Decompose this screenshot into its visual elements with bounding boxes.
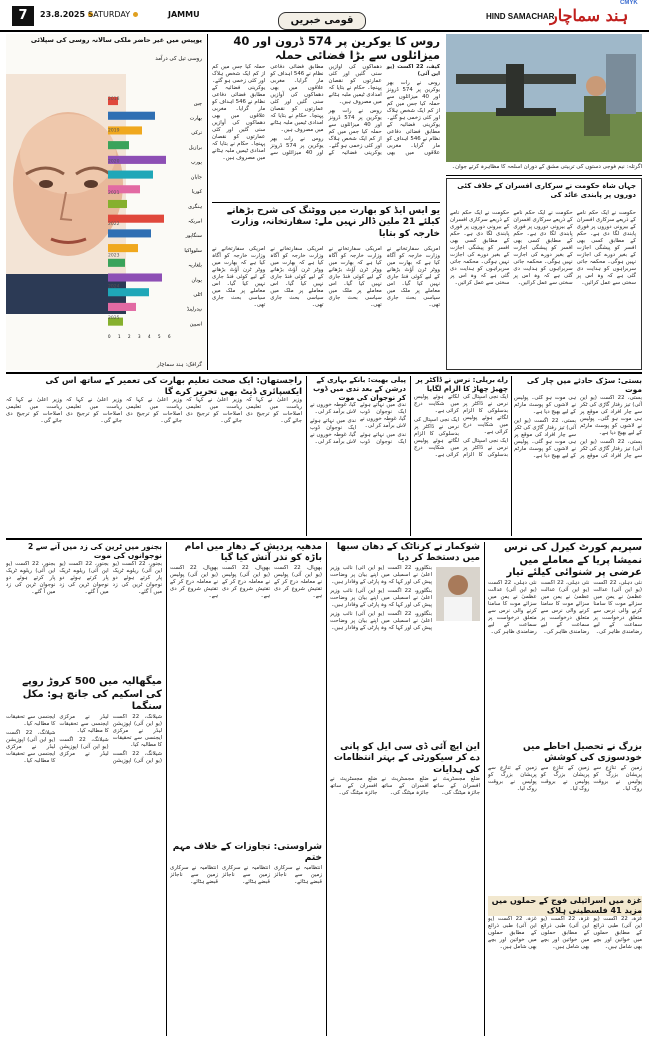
country-label: اسپین xyxy=(189,321,202,328)
bottom-story-2-text: بنگلورو، 22 اگست (یو این آئی) نائب وزیر اعلیٰ نے اسمبلی میں اپنے بیان پر وضاحت پیش کی اور کہا کہ وہ پارٹی کے وفادار ہیں۔ xyxy=(330,564,432,585)
year-label: 2022 xyxy=(108,222,120,227)
bottom-story-8 xyxy=(330,742,480,1036)
bullet-icon xyxy=(133,12,138,17)
country-bar xyxy=(108,273,162,281)
mid-story-3-text-cont2: ندی میں نہاتے ہوئے ایک نوجوان ڈوب گیا، غوطہ خوروں نے لاش برآمد کر لی۔ xyxy=(310,418,356,446)
country-label: ہنگری xyxy=(188,203,202,210)
brand-urdu: ہند سماچار xyxy=(550,6,629,25)
mid-story-2-text-cont: ایک نجی اسپتال کی نرس نے ڈاکٹر پر بدسلوکی کا الزام لگاتے ہوئے پولیس میں شکایت درج کرائی ہے۔ xyxy=(414,393,508,458)
side-story-headline: جہاں شاہ حکومت نے سرکاری افسران کے خلاف کئی دوروں پر پابندی عائد کی xyxy=(457,182,636,199)
us-story-body xyxy=(212,246,440,368)
country-label: یونان xyxy=(191,277,202,284)
section-rule xyxy=(212,202,440,203)
country-bar xyxy=(108,303,136,311)
country-bar xyxy=(108,229,151,237)
top-story-text-cont2: روس نے رات بھر یوکرین پر 574 ڈرونز اور 40 میزائلوں سے حملہ کیا جس میں کم از کم ایک شخص ہلاک اور کئی زخمی ہو گئے۔ یوکرینی فضائیہ کے مطابق فضائی دفاعی نظام نے 546 اہداف کو مار گرایا۔ مغربی علاقوں میں بھی دھماکوں کی آوازیں سنی گئیں اور کئی عمارتوں کو نقصان پہنچا۔ حکام نے بتایا کہ امدادی ٹیمیں ملبہ ہٹانے میں مصروف ہیں۔ xyxy=(212,64,324,161)
mid-story-4-text-cont2: وزیر اعلیٰ نے کہا کہ ریاست میں تعلیمی اصلاحات کو ترجیح دی جائے گی۔ xyxy=(126,397,182,425)
year-label: 2020 xyxy=(108,159,120,165)
graphic-credit: گرافک: ہند سماچار xyxy=(156,362,202,368)
country-label: اٹلی xyxy=(193,292,202,298)
top-story-headline: روس کا یوکرین پر 574 ڈرون اور 40 میزائلوں سے بڑا فضائی حملہ xyxy=(233,34,440,63)
year-label: 2025 xyxy=(108,315,120,321)
bottom-story-4 xyxy=(6,542,162,672)
country-bar xyxy=(108,112,155,120)
mid-story-3-headline: پیلی بھیت: بانکے بہاری کے درشن کے بعد ندی میں ڈوب کر نوجوان کی موت xyxy=(313,376,406,402)
country-label: یورپ xyxy=(190,159,202,166)
axis-tick: 1 xyxy=(118,334,121,339)
country-label: ترکی xyxy=(191,130,202,137)
year-label: 2023 xyxy=(108,253,120,259)
mid-story-4-body xyxy=(6,397,302,525)
bottom-story-6-text-cont: زمین کے تنازع سے پریشان بزرگ کو پولیس نے بروقت روک لیا۔ xyxy=(540,764,590,792)
axis-tick: 4 xyxy=(148,334,151,339)
oil-import-graphic xyxy=(6,34,206,370)
mid-story-1-text: بستی، 22 اگست (یو این آئی) تیز رفتار گاڑی کی ٹکر سے چار افراد کی موقع پر ہی موت ہو گئی۔ پولیس نے لاشوں کو پوسٹ مارٹم کے لیے بھیج دیا ہے۔ xyxy=(580,394,642,436)
country-label: سلوواکیا xyxy=(184,247,202,254)
country-label: چین xyxy=(193,100,202,107)
side-story-body xyxy=(450,210,636,364)
bottom-story-5-headline: میگھالیہ میں 500 کروڑ روپے کی اسکیم کی جانچ ہو: مکل سنگما xyxy=(22,676,162,712)
year-label: 2021 xyxy=(108,190,120,196)
bottom-story-8-body xyxy=(330,776,480,1026)
axis-tick: 3 xyxy=(138,334,141,339)
bottom-story-1-body xyxy=(488,580,642,722)
bottom-story-1-text: نئی دہلی، 22 اگست (یو این آئی) عدالت عظمیٰ نے یمن میں سزائے موت کا سامنا کرنے والی نرس سے متعلق درخواست پر سماعت کے لیے رضامندی ظاہر کی۔ xyxy=(593,579,642,635)
mid-story-1-headline: بستی: سڑک حادثے میں چار کی موت xyxy=(526,376,642,395)
country-label: نیدرلینڈ xyxy=(186,306,202,313)
country-bar xyxy=(108,244,138,252)
cmyk-mark: CMYK xyxy=(620,0,638,6)
axis-tick: 5 xyxy=(158,334,161,339)
day-text: SATURDAY xyxy=(88,10,131,19)
bottom-story-9-headline: غزہ میں اسرائیلی فوج کے حملوں میں مزید 41 فلسطینی ہلاک xyxy=(488,896,642,916)
mid-story-3-text-cont: ندی میں نہاتے ہوئے ایک نوجوان ڈوب گیا، غوطہ خوروں نے لاش برآمد کر لی۔ xyxy=(310,402,406,446)
country-label: برازیل xyxy=(188,144,202,151)
news-photo xyxy=(446,34,642,162)
bottom-story-8-text-cont2: ضلع مجسٹریٹ نے افسران کے ساتھ جائزہ میٹنگ کی۔ xyxy=(330,775,378,796)
bottom-story-5 xyxy=(6,676,162,1036)
mid-story-1-text-cont2: بستی، 22 اگست (یو این آئی) تیز رفتار گاڑی کی ٹکر سے چار افراد کی موقع پر ہی موت ہو گئی۔ پولیس نے لاشوں کو پوسٹ مارٹم کے لیے بھیج دیا ہے۔ xyxy=(514,417,576,459)
column-divider xyxy=(511,376,512,536)
bar-chart-area xyxy=(106,90,204,340)
issue-day xyxy=(88,10,141,19)
person-photo xyxy=(436,567,480,621)
axis-tick: 0 xyxy=(108,334,111,339)
side-story-text-cont: حکومت نے ایک حکم نامے کے ذریعے سرکاری افسران کے بیرونی دوروں پر فوری پابندی لگا دی ہے۔ حکم کے مطابق کسی بھی افسر کو پیشگی اجازت کے بغیر دورے کی اجازت نہیں ہوگی۔ محکمہ جاتی سربراہوں کو ہدایت دی گئی ہے کہ وہ اس پر سختی سے عمل کرائیں۔ xyxy=(513,210,573,286)
country-label: بلغاریہ xyxy=(188,262,202,269)
mid-story-4-text-cont3: وزیر اعلیٰ نے کہا کہ ریاست میں تعلیمی اصلاحات کو ترجیح دی جائے گی۔ xyxy=(66,397,122,425)
bottom-story-6-body xyxy=(488,765,642,885)
mid-story-1 xyxy=(514,376,642,536)
graphic-subtitle: روسی تیل کی درآمد xyxy=(155,56,202,62)
mid-story-1-body xyxy=(514,395,642,535)
column-divider xyxy=(207,34,208,370)
bottom-story-1-text-cont: نئی دہلی، 22 اگست (یو این آئی) عدالت عظمیٰ نے یمن میں سزائے موت کا سامنا کرنے والی نرس سے متعلق درخواست پر سماعت کے لیے رضامندی ظاہر کی۔ xyxy=(540,579,590,635)
bottom-story-9-text: غزہ، 22 اگست (یو این آئی) طبی ذرائع کے مطابق حملوں میں خواتین اور بچے بھی شامل ہیں۔ xyxy=(593,916,642,950)
side-story-text-cont2: حکومت نے ایک حکم نامے کے ذریعے سرکاری افسران کے بیرونی دوروں پر فوری پابندی لگا دی ہے۔ حکم کے مطابق کسی بھی افسر کو پیشگی اجازت کے بغیر دورے کی اجازت نہیں ہوگی۔ محکمہ جاتی سربراہوں کو ہدایت دی گئی ہے کہ وہ اس پر سختی سے عمل کرائیں۔ xyxy=(450,210,510,286)
country-label: بھارت xyxy=(189,115,202,122)
bottom-story-9-text-cont: غزہ، 22 اگست (یو این آئی) طبی ذرائع کے مطابق حملوں میں خواتین اور بچے بھی شامل ہیں۔ xyxy=(540,916,590,950)
country-label: کوریا xyxy=(191,189,202,196)
row-rule xyxy=(6,538,642,540)
mid-story-2-text: ایک نجی اسپتال کی نرس نے ڈاکٹر پر بدسلوکی کا الزام لگاتے ہوئے پولیس میں شکایت درج کرائی ہے۔ xyxy=(463,393,508,435)
bottom-story-6 xyxy=(488,742,642,892)
bottom-story-1 xyxy=(488,542,642,738)
bottom-story-7-body xyxy=(170,865,322,1035)
bottom-story-2 xyxy=(330,542,480,738)
bottom-story-3-text: بھوپال، 22 اگست (یو این آئی) پولیس نے معاملہ درج کر کے تفتیش شروع کر دی ہے۔ xyxy=(274,564,322,599)
country-bar xyxy=(108,259,125,267)
bottom-story-4-body xyxy=(6,561,162,665)
mid-story-4-text: وزیر اعلیٰ نے کہا کہ ریاست میں تعلیمی اصلاحات کو ترجیح دی جائے گی۔ xyxy=(246,397,302,425)
bottom-story-9-body xyxy=(488,916,642,1034)
bottom-story-8-headline: این ایچ آئی ڈی سی ایل کو پانی دے کر سیکورٹی کے بہتر انتظامات کی ہدایات xyxy=(333,742,480,775)
mid-story-1-text-cont: بستی، 22 اگست (یو این آئی) تیز رفتار گاڑی کی ٹکر سے چار افراد کی موقع پر ہی موت ہو گئی۔ پولیس نے لاشوں کو پوسٹ مارٹم کے لیے بھیج دیا ہے۔ xyxy=(514,394,642,459)
bottom-story-5-text-cont: شیلانگ، 22 اگست (یو این آئی) اپوزیشن لیڈر نے مرکزی ایجنسی سے تحقیقات کا مطالبہ کیا۔ xyxy=(59,713,162,764)
us-story-text-cont: امریکی سفارتخانے نے وزارت خارجہ کو آگاہ کیا ہے کہ بھارت میں ووٹر ٹرن آؤٹ بڑھانے کے لیے کوئی فنڈ جاری نہیں کیا گیا۔ اس معاملے پر ملک میں سیاسی بحث جاری تھی۔ xyxy=(328,246,382,308)
bottom-story-4-text-cont2: بجنور، 22 اگست (یو این آئی) ریلوے ٹریک پار کرتے ہوئے دو نوجوان ٹرین کی زد میں آ گئے۔ xyxy=(6,560,56,595)
country-label: امریکہ xyxy=(188,218,202,225)
bottom-story-3 xyxy=(170,542,322,838)
photo-image xyxy=(446,34,642,162)
column-divider xyxy=(484,542,485,1036)
bottom-story-3-text-cont2: بھوپال، 22 اگست (یو این آئی) پولیس نے معاملہ درج کر کے تفتیش شروع کر دی ہے۔ xyxy=(170,564,218,599)
row-rule xyxy=(6,372,642,374)
us-story-text: امریکی سفارتخانے نے وزارت خارجہ کو آگاہ کیا ہے کہ بھارت میں ووٹر ٹرن آؤٹ بڑھانے کے لیے کوئی فنڈ جاری نہیں کیا گیا۔ اس معاملے پر ملک میں سیاسی بحث جاری تھی۔ xyxy=(386,246,440,308)
graphic-title: یوپیس میں غیر حاضر ملکی سالانہ روسی کی سپلائی xyxy=(30,36,202,44)
bottom-story-8-text-cont: ضلع مجسٹریٹ نے افسران کے ساتھ جائزہ میٹنگ کی۔ xyxy=(381,775,429,796)
column-divider xyxy=(326,542,327,1036)
bar-chart xyxy=(106,90,204,340)
top-story-text: روس نے رات بھر یوکرین پر 574 ڈرونز اور 40 میزائلوں سے حملہ کیا جس میں کم از کم ایک شخص ہلاک اور کئی زخمی ہو گئے۔ یوکرینی فضائیہ کے مطابق فضائی دفاعی نظام نے 546 اہداف کو مار گرایا۔ مغربی علاقوں میں بھی دھماکوں کی آوازیں سنی گئیں اور کئی عمارتوں کو نقصان پہنچا۔ حکام نے بتایا کہ امدادی ٹیمیں ملبہ ہٹانے میں مصروف ہیں۔ xyxy=(328,64,440,156)
bottom-story-4-text: بجنور، 22 اگست (یو این آئی) ریلوے ٹریک پار کرتے ہوئے دو نوجوان ٹرین کی زد میں آ گئے۔ xyxy=(112,560,162,595)
bottom-story-2-body xyxy=(330,565,432,715)
bottom-story-7-text-cont2: انتظامیہ نے سرکاری زمین سے ناجائز قبضے ہٹائے۔ xyxy=(170,864,218,885)
column-divider xyxy=(410,376,411,536)
mid-story-2-headline: راے بریلی: نرس نے ڈاکٹر پر چھیڑ چھاڑ کا الزام لگایا xyxy=(415,376,508,393)
axis-tick: 2 xyxy=(128,334,131,339)
bottom-story-5-text-cont3: شیلانگ، 22 اگست (یو این آئی) اپوزیشن لیڈر نے مرکزی ایجنسی سے تحقیقات کا مطالبہ کیا۔ xyxy=(6,729,56,764)
country-bar xyxy=(108,141,129,149)
bottom-story-1-text-cont2: نئی دہلی، 22 اگست (یو این آئی) عدالت عظمیٰ نے یمن میں سزائے موت کا سامنا کرنے والی نرس سے متعلق درخواست پر سماعت کے لیے رضامندی ظاہر کی۔ xyxy=(488,579,537,635)
mid-story-3-text: ندی میں نہاتے ہوئے ایک نوجوان ڈوب گیا، غوطہ خوروں نے لاش برآمد کر لی۔ xyxy=(360,402,406,430)
bottom-story-9 xyxy=(488,896,642,1036)
bottom-story-7-text: انتظامیہ نے سرکاری زمین سے ناجائز قبضے ہٹائے۔ xyxy=(274,864,322,885)
us-story-text-cont2: امریکی سفارتخانے نے وزارت خارجہ کو آگاہ کیا ہے کہ بھارت میں ووٹر ٹرن آؤٹ بڑھانے کے لیے کوئی فنڈ جاری نہیں کیا گیا۔ اس معاملے پر ملک میں سیاسی بحث جاری تھی۔ xyxy=(270,246,324,308)
bottom-story-4-headline: بجنور میں ٹرین کی زد میں آنے سے 2 نوجوانوں کی موت xyxy=(27,542,162,561)
mid-story-4 xyxy=(6,376,302,536)
country-label: سنگاپور xyxy=(185,233,202,240)
bottom-story-6-headline: بزرگ نے تحصیل احاطے میں خودسوزی کی کوشش xyxy=(522,742,642,764)
country-bar xyxy=(108,171,153,179)
page-number: 7 xyxy=(12,6,34,26)
bottom-story-6-text: زمین کے تنازع سے پریشان بزرگ کو پولیس نے بروقت روک لیا۔ xyxy=(593,764,642,792)
year-label: 2018 xyxy=(108,97,120,102)
top-story-dateline: کیف، 22 اگست (یو این آئی) xyxy=(386,64,440,77)
us-story-headline: یو ایس ایڈ کو بھارت میں ووٹنگ کی شرح بڑھانے کیلئے 21 ملین ڈالر نہیں ملے: سفارتخانہ، وزارت خارجہ کو بتایا xyxy=(226,206,440,239)
bottom-story-1-headline: سپریم کورٹ کیرل کی نرس نمیشا پریا کے معاملے میں عرضی پر شنوائی کیلئے تیار xyxy=(503,542,642,578)
brand-english: HIND SAMACHAR xyxy=(486,12,555,21)
bottom-story-2-text-cont: بنگلورو، 22 اگست (یو این آئی) نائب وزیر اعلیٰ نے اسمبلی میں اپنے بیان پر وضاحت پیش کی اور کہا کہ وہ پارٹی کے وفادار ہیں۔ xyxy=(330,587,432,608)
edition-city: JAMMU xyxy=(168,10,200,19)
bottom-story-7-text-cont: انتظامیہ نے سرکاری زمین سے ناجائز قبضے ہٹائے۔ xyxy=(222,864,270,885)
section-rule xyxy=(446,175,642,176)
bottom-story-2-text-cont2: بنگلورو، 22 اگست (یو این آئی) نائب وزیر اعلیٰ نے اسمبلی میں اپنے بیان پر وضاحت پیش کی اور کہا کہ وہ پارٹی کے وفادار ہیں۔ xyxy=(330,610,432,631)
mid-story-2-text-cont2: ایک نجی اسپتال کی نرس نے ڈاکٹر پر بدسلوکی کا الزام لگاتے ہوئے پولیس میں شکایت درج کرائی ہے۔ xyxy=(414,416,459,458)
mid-story-4-text-cont: وزیر اعلیٰ نے کہا کہ ریاست میں تعلیمی اصلاحات کو ترجیح دی جائے گی۔ xyxy=(186,397,242,425)
top-story-text-cont: روس نے رات بھر یوکرین پر 574 ڈرونز اور 40 میزائلوں سے حملہ کیا جس میں کم از کم ایک شخص ہلاک اور کئی زخمی ہو گئے۔ یوکرینی فضائیہ کے مطابق فضائی دفاعی نظام نے 546 اہداف کو مار گرایا۔ مغربی علاقوں میں بھی دھماکوں کی آوازیں سنی گئیں اور کئی عمارتوں کو نقصان پہنچا۔ حکام نے بتایا کہ امدادی ٹیمیں ملبہ ہٹانے میں مصروف ہیں۔ xyxy=(270,64,382,156)
bottom-story-6-text-cont2: زمین کے تنازع سے پریشان بزرگ کو پولیس نے بروقت روک لیا۔ xyxy=(488,764,537,792)
bottom-story-4-text-cont: بجنور، 22 اگست (یو این آئی) ریلوے ٹریک پار کرتے ہوئے دو نوجوان ٹرین کی زد میں آ گئے۔ xyxy=(59,560,109,595)
mid-story-4-text-cont4: وزیر اعلیٰ نے کہا کہ ریاست میں تعلیمی اصلاحات کو ترجیح دی جائے گی۔ xyxy=(6,397,62,425)
us-story-text-cont3: امریکی سفارتخانے نے وزارت خارجہ کو آگاہ کیا ہے کہ بھارت میں ووٹر ٹرن آؤٹ بڑھانے کے لیے کوئی فنڈ جاری نہیں کیا گیا۔ اس معاملے پر ملک میں سیاسی بحث جاری تھی۔ xyxy=(212,246,266,308)
column-divider xyxy=(166,542,167,1036)
bottom-story-5-body xyxy=(6,714,162,1032)
bottom-story-8-text: ضلع مجسٹریٹ نے افسران کے ساتھ جائزہ میٹنگ کی۔ xyxy=(432,775,480,796)
mid-story-3-body xyxy=(310,402,406,528)
bottom-story-9-text-cont2: غزہ، 22 اگست (یو این آئی) طبی ذرائع کے مطابق حملوں میں خواتین اور بچے بھی شامل ہیں۔ xyxy=(488,916,537,950)
mid-story-4-headline: راجستھان: ایک صحت تعلیم بھارت کی تعمیر کے ساتھ اس کی ایکسپائری ڈیٹ بھی تحریر کرے گا xyxy=(45,376,302,397)
mid-story-3 xyxy=(310,376,406,536)
bottom-story-7-headline: شراوستی: تجاوزات کے خلاف مہم ختم xyxy=(172,842,322,864)
bottom-story-7 xyxy=(170,842,322,1036)
bottom-story-3-headline: مدھیہ پردیش کے دھار میں امام باڑہ کو نذر آتش کیا گیا xyxy=(184,542,322,564)
bottom-story-2-headline: شوکمار نے کرناٹک کے دھان سبھا میں دستخط کر دیا xyxy=(336,542,480,564)
photo-caption: اگرتلہ: نیم فوجی دستوں کی تربیتی مشق کے دوران اسلحہ کا مظاہرہ کرتے جوان۔ xyxy=(451,164,642,170)
mid-story-2-body xyxy=(414,394,508,528)
bottom-story-5-text-cont2: شیلانگ، 22 اگست (یو این آئی) اپوزیشن لیڈر نے مرکزی ایجنسی سے تحقیقات کا مطالبہ کیا۔ xyxy=(6,713,109,757)
top-story-body xyxy=(212,64,440,200)
column-divider xyxy=(306,376,307,536)
mid-story-2 xyxy=(414,376,508,536)
country-bar xyxy=(108,200,127,208)
bottom-story-3-body xyxy=(170,565,322,815)
year-label: 2024 xyxy=(108,284,120,290)
side-story-text: حکومت نے ایک حکم نامے کے ذریعے سرکاری افسران کے بیرونی دوروں پر فوری پابندی لگا دی ہے۔ حکم کے مطابق کسی بھی افسر کو پیشگی اجازت کے بغیر دورے کی اجازت نہیں ہوگی۔ محکمہ جاتی سربراہوں کو ہدایت دی گئی ہے کہ وہ اس پر سختی سے عمل کرائیں۔ xyxy=(576,210,636,286)
axis-tick: 6 xyxy=(168,334,171,339)
bottom-story-3-text-cont: بھوپال، 22 اگست (یو این آئی) پولیس نے معاملہ درج کر کے تفتیش شروع کر دی ہے۔ xyxy=(222,564,270,599)
date-text: 23.8.2025 xyxy=(40,10,86,19)
bottom-story-5-text: شیلانگ، 22 اگست (یو این آئی) اپوزیشن لیڈر نے مرکزی ایجنسی سے تحقیقات کا مطالبہ کیا۔ xyxy=(112,713,162,748)
section-title: قومی خبریں xyxy=(278,12,366,30)
year-label: 2019 xyxy=(108,128,120,134)
country-label: جاپان xyxy=(190,174,202,181)
